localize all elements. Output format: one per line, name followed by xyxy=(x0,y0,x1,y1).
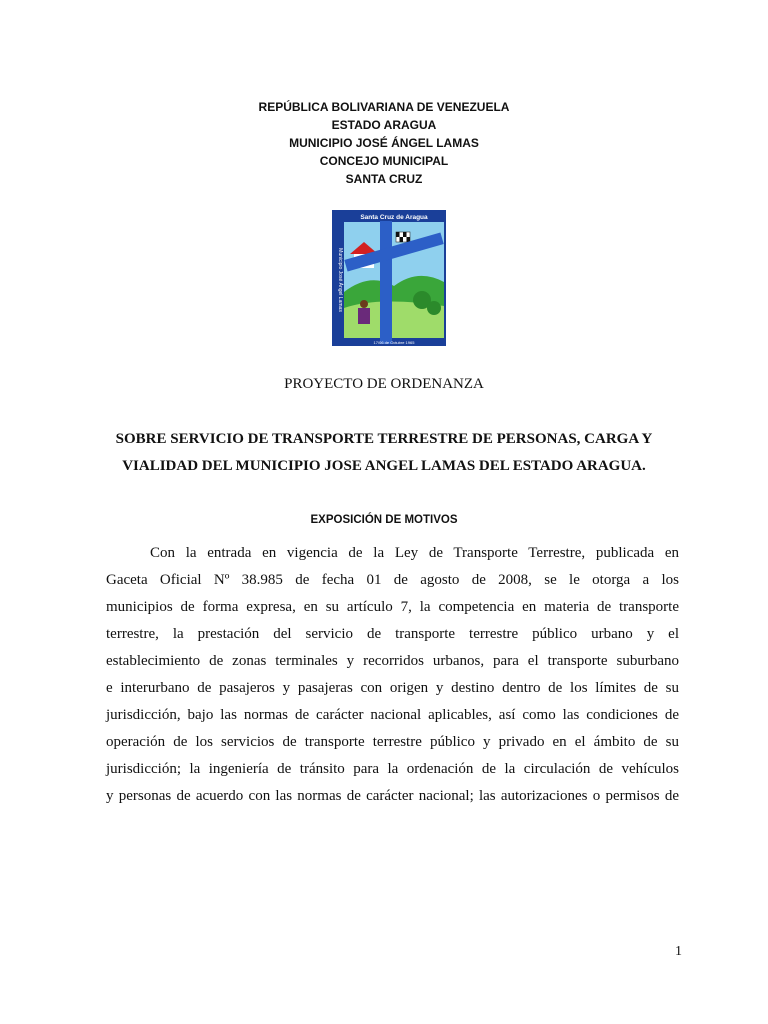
document-title-line: SOBRE SERVICIO DE TRANSPORTE TERRESTRE DE PERSONAS, CARGA Y xyxy=(115,431,653,447)
header-line-council: CONCEJO MUNICIPAL xyxy=(319,154,449,168)
header-line-city: SANTA CRUZ xyxy=(345,172,423,186)
municipal-coat-of-arms-logo xyxy=(330,208,448,348)
header-line-country: REPÚBLICA BOLIVARIANA DE VENEZUELA xyxy=(258,100,510,114)
document-title xyxy=(0,426,768,480)
logo-top-text: Santa Cruz de Aragua xyxy=(360,214,428,221)
header-line-state: ESTADO ARAGUA xyxy=(331,118,437,132)
body-line: operación de los servicios de transporte terrestre público y privado en el ámbito de su xyxy=(106,734,679,750)
body-line: jurisdicción, bajo las normas de carácter nacional aplicables, así como las condiciones de xyxy=(106,707,679,723)
body-line: municipios de forma expresa, en su artículo 7, la competencia en materia de transporte xyxy=(106,599,679,615)
logo-figure-head xyxy=(360,300,368,308)
document-title-line: VIALIDAD DEL MUNICIPIO JOSE ANGEL LAMAS DEL ESTADO ARAGUA. xyxy=(122,458,646,474)
logo-cross-vertical xyxy=(380,218,392,344)
document-type: PROYECTO DE ORDENANZA xyxy=(284,376,484,392)
page-number: 1 xyxy=(675,944,682,959)
body-line: terrestre, la prestación del servicio de transporte terrestre público urbano y el xyxy=(106,626,679,642)
logo-bottom-text: 17/06 de Octubre 1965 xyxy=(373,340,415,345)
body-line: establecimiento de zonas terminales y recorridos urbanos, para el transporte suburbano xyxy=(106,653,679,669)
body-line: Gaceta Oficial Nº 38.985 de fecha 01 de agosto de 2008, se le otorga a los xyxy=(106,572,679,588)
logo-side-text: Municipio José Ángel Lamas xyxy=(337,248,343,312)
body-line: y personas de acuerdo con las normas de carácter nacional; las autorizaciones o permisos de xyxy=(106,788,679,804)
logo-figure-body xyxy=(358,308,370,324)
body-line: Con la entrada en vigencia de la Ley de Transporte Terrestre, publicada en xyxy=(150,545,679,561)
section-heading: EXPOSICIÓN DE MOTIVOS xyxy=(310,514,458,526)
body-paragraph xyxy=(106,540,679,810)
header-line-municipality: MUNICIPIO JOSÉ ÁNGEL LAMAS xyxy=(289,136,479,150)
logo-tree xyxy=(427,301,441,315)
body-line: jurisdicción; la ingeniería de tránsito para la ordenación de la circulación de vehículos xyxy=(106,761,679,777)
body-line: e interurbano de pasajeros y pasajeras con origen y destino dentro de los límites de su xyxy=(106,680,679,696)
institution-header xyxy=(0,98,768,188)
